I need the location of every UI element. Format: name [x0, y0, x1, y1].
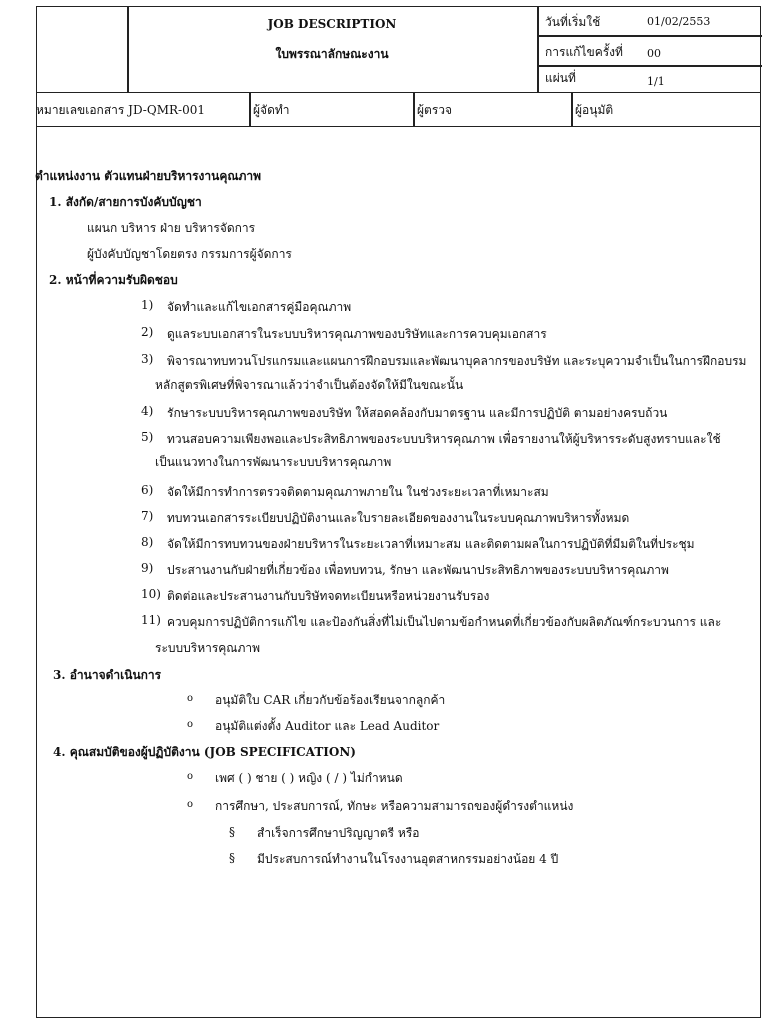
row-divider-3	[571, 93, 573, 127]
spec-gender: เพศ ( ) ชาย ( ) หญิง ( / ) ไม่กำหนด	[215, 771, 403, 785]
sub-bullet: §	[229, 851, 235, 865]
spec-qualifications: การศึกษา, ประสบการณ์, ทักษะ หรือความสามารถของผู้ดำรงตำแหน่ง	[215, 799, 574, 813]
page-label: แผ่นที่	[545, 71, 576, 85]
prepared-by-label: ผู้จัดทำ	[253, 103, 290, 117]
section-1-supervisor: ผู้บังคับบัญชาโดยตรง กรรมการผู้จัดการ	[87, 247, 292, 261]
duty-text: ประสานงานกับฝ่ายที่เกี่ยวข้อง เพื่อทบทวน, รักษา และพัฒนาประสิทธิภาพของระบบบริหารคุณภาพ	[167, 563, 669, 577]
duty-text: ทบทวนเอกสารระเบียบปฏิบัติงานและใบรายละเอียดของงานในระบบคุณภาพบริหารทั้งหมด	[167, 511, 630, 525]
meta-divider-1	[537, 35, 762, 37]
section-3-title: 3. อำนาจดำเนินการ	[53, 668, 162, 682]
duty-text: ดูแลระบบเอกสารในระบบบริหารคุณภาพของบริษัทและการควบคุมเอกสาร	[167, 327, 547, 341]
duty-text: ติดต่อและประสานงานกับบริษัทจดทะเบียนหรือหน่วยงานรับรอง	[167, 589, 490, 603]
document-page	[36, 6, 761, 1018]
bullet: o	[187, 719, 194, 730]
duty-number: 6)	[141, 483, 154, 497]
duty-text: รักษาระบบบริหารคุณภาพของบริษัท ให้สอดคล้องกับมาตรฐาน และมีการปฏิบัติ ตามอย่างครบถ้วน	[167, 406, 668, 420]
duty-text: จัดให้มีการทำการตรวจติดตามคุณภาพภายใน ในช่วงระยะเวลาที่เหมาะสม	[167, 485, 549, 499]
duty-text-continued: หลักสูตรพิเศษที่พิจารณาแล้วว่าจำเป็นต้องจัดให้มีในขณะนั้น	[155, 378, 464, 392]
section-1-department: แผนก บริหาร ฝ่าย บริหารจัดการ	[87, 221, 256, 235]
approved-by-label: ผู้อนุมัติ	[575, 103, 614, 117]
page-value: 1/1	[647, 75, 665, 88]
duty-text: จัดทำและแก้ไขเอกสารคู่มือคุณภาพ	[167, 300, 352, 314]
duty-text: พิจารณาทบทวนโปรแกรมและแผนการฝึกอบรมและพัฒนาบุคลากรของบริษัท และระบุความจำเป็นในการฝึกอบรม	[167, 354, 747, 368]
duty-text-continued: เป็นแนวทางในการพัฒนาระบบบริหารคุณภาพ	[155, 455, 392, 469]
duty-number: 9)	[141, 561, 154, 575]
document-info-row	[37, 93, 760, 127]
duty-number: 1)	[141, 298, 154, 312]
meta-divider-2	[537, 65, 762, 67]
duty-text: ทวนสอบความเพียงพอและประสิทธิภาพของระบบบริหารคุณภาพ เพื่อรายงานให้ผู้บริหารระดับสูงทราบและใช้	[167, 432, 721, 446]
bullet: o	[187, 693, 194, 704]
section-1-title: 1. สังกัด/สายการบังคับบัญชา	[49, 195, 202, 209]
sub-bullet: §	[229, 825, 235, 839]
duty-text-continued: ระบบบริหารคุณภาพ	[155, 641, 260, 655]
duty-text: จัดให้มีการทบทวนของฝ่ายบริหารในระยะเวลาที่เหมาะสม และติดตามผลในการปฏิบัติที่มีมติในที่ประชุม	[167, 537, 695, 551]
start-date-label: วันที่เริ่มใช้	[545, 15, 601, 29]
revision-label: การแก้ไขครั้งที่	[545, 45, 623, 59]
duty-number: 3)	[141, 352, 154, 366]
title-english: JOB DESCRIPTION	[267, 17, 397, 31]
duty-number: 7)	[141, 509, 154, 523]
checked-by-label: ผู้ตรวจ	[417, 103, 453, 117]
title-thai: ใบพรรณาลักษณะงาน	[275, 47, 389, 61]
duty-number: 10)	[141, 587, 161, 601]
bullet: o	[187, 771, 194, 782]
row-divider-1	[249, 93, 251, 127]
sub-spec-item: สำเร็จการศึกษาปริญญาตรี หรือ	[257, 826, 420, 840]
sub-spec-item: มีประสบการณ์ทำงานในโรงงานอุตสาหกรรมอย่างน้อย 4 ปี	[257, 852, 559, 866]
duty-number: 5)	[141, 430, 154, 444]
authority-item: อนุมัติใบ CAR เกี่ยวกับข้อร้องเรียนจากลูกค้า	[215, 693, 446, 707]
start-date-value: 01/02/2553	[647, 15, 711, 28]
header-divider-right	[537, 7, 539, 93]
section-4-title: 4. คุณสมบัติของผู้ปฏิบัติงาน (JOB SPECIFICATION)	[53, 745, 356, 759]
duty-number: 8)	[141, 535, 154, 549]
bullet: o	[187, 799, 194, 810]
duty-number: 2)	[141, 325, 154, 339]
section-2-title: 2. หน้าที่ความรับผิดชอบ	[49, 273, 178, 287]
position-title: ตำแหน่งงาน ตัวแทนฝ่ายบริหารงานคุณภาพ	[35, 169, 262, 183]
duty-text: ควบคุมการปฏิบัติการแก้ไข และป้องกันสิ่งที่ไม่เป็นไปตามข้อกำหนดที่เกี่ยวข้องกับผลิตภัณฑ์กระบวนการ และ	[167, 615, 722, 629]
duty-number: 11)	[141, 613, 161, 627]
duty-number: 4)	[141, 404, 154, 418]
revision-value: 00	[647, 47, 661, 60]
authority-item: อนุมัติแต่งตั้ง Auditor และ Lead Auditor	[215, 719, 440, 733]
document-number: หมายเลขเอกสาร JD-QMR-001	[36, 103, 205, 117]
row-divider-2	[413, 93, 415, 127]
header-block	[37, 7, 760, 93]
